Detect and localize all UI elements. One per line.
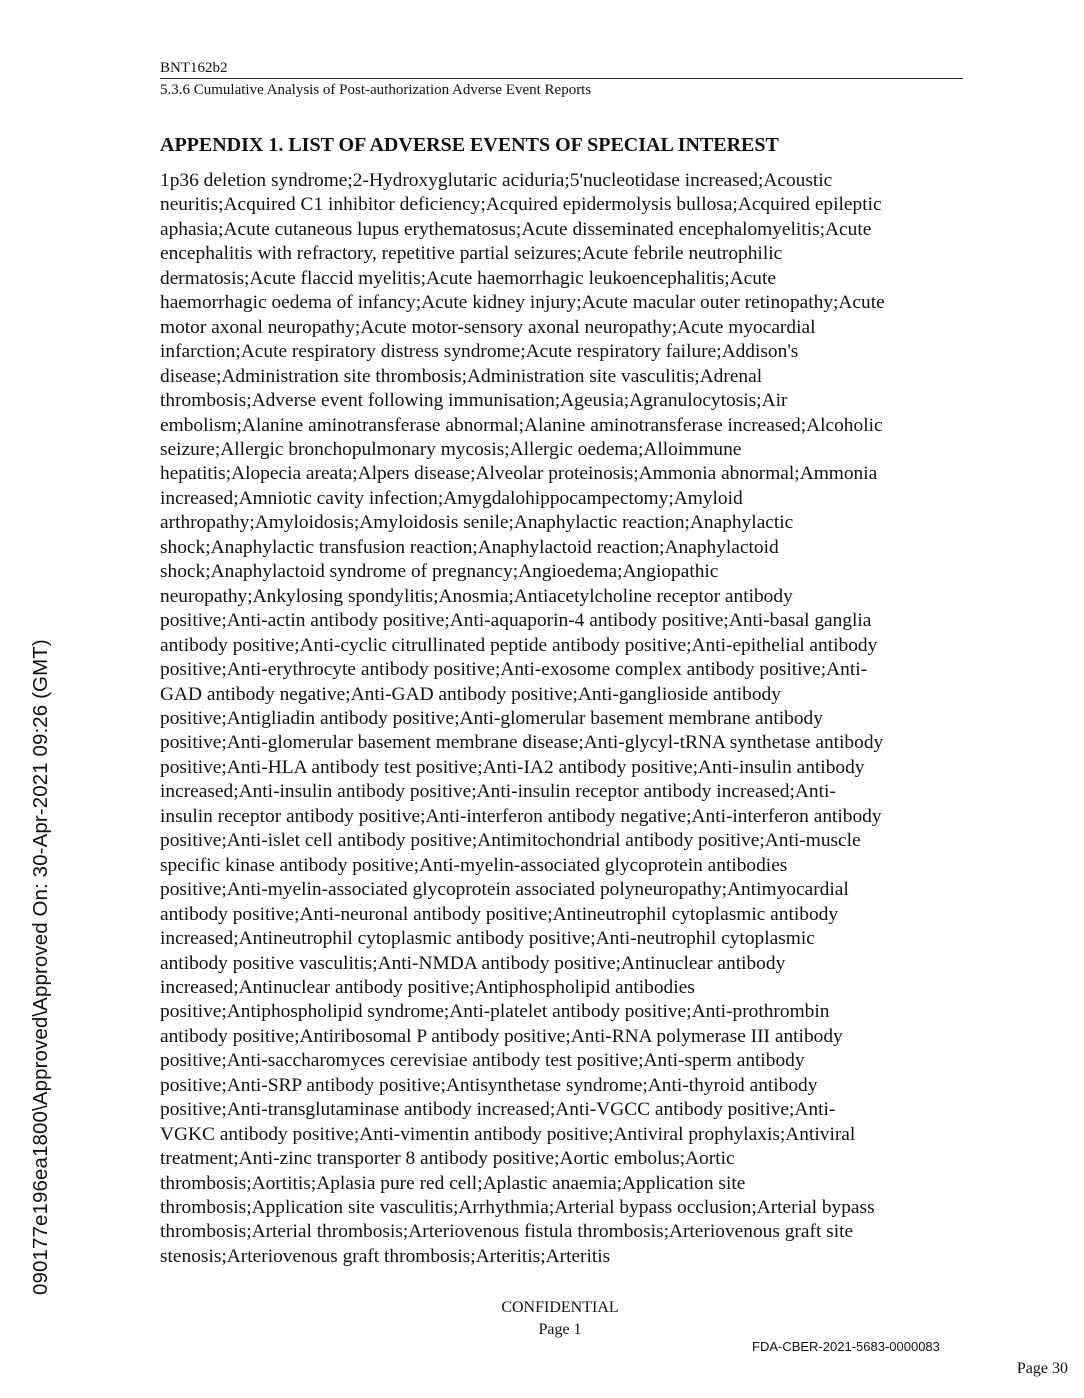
body-line: neuropathy;Ankylosing spondylitis;Anosmia;Antiacetylcholine receptor antibody xyxy=(160,585,793,607)
page-number: Page 30 xyxy=(1016,1360,1068,1377)
body-line: stenosis;Arteriovenous graft thrombosis;Arteritis;Arteritis xyxy=(160,1245,611,1267)
body-line: VGKC antibody positive;Anti-vimentin antibody positive;Antiviral prophylaxis;Antiviral xyxy=(160,1123,856,1145)
body-line: seizure;Allergic bronchopulmonary mycosis;Allergic oedema;Alloimmune xyxy=(160,438,742,460)
body-line: antibody positive;Anti-neuronal antibody positive;Antineutrophil cytoplasmic antibody xyxy=(160,903,839,925)
body-line: increased;Amniotic cavity infection;Amygdalohippocampectomy;Amyloid xyxy=(160,487,743,509)
section-title: 5.3.6 Cumulative Analysis of Post-authorization Adverse Event Reports xyxy=(160,82,592,98)
approval-stamp: 090177e196ea1800\Approved\Approved On: 30-Apr-2021 09:26 (GMT) xyxy=(29,639,52,1295)
body-line: positive;Anti-erythrocyte antibody positive;Anti-exosome complex antibody positive;Anti- xyxy=(160,659,868,681)
body-line: dermatosis;Acute flaccid myelitis;Acute haemorrhagic leukoencephalitis;Acute xyxy=(160,267,776,289)
body-line: thrombosis;Arterial thrombosis;Arteriovenous fistula thrombosis;Arteriovenous graft site xyxy=(160,1221,854,1243)
body-line: positive;Anti-islet cell antibody positive;Antimitochondrial antibody positive;Anti-muscle xyxy=(160,830,861,852)
body-line: thrombosis;Aortitis;Aplasia pure red cell;Aplastic anaemia;Application site xyxy=(160,1172,746,1194)
body-line: arthropathy;Amyloidosis;Amyloidosis senile;Anaphylactic reaction;Anaphylactic xyxy=(160,512,794,534)
body-line: antibody positive vasculitis;Anti-NMDA antibody positive;Antinuclear antibody xyxy=(160,952,786,974)
body-line: antibody positive;Antiribosomal P antibody positive;Anti-RNA polymerase III antibody xyxy=(160,1025,843,1047)
body-line: increased;Antinuclear antibody positive;Antiphospholipid antibodies xyxy=(160,976,695,998)
body-line: increased;Anti-insulin antibody positive;Anti-insulin receptor antibody increased;Anti- xyxy=(160,781,836,803)
body-line: thrombosis;Adverse event following immunisation;Ageusia;Agranulocytosis;Air xyxy=(160,390,788,412)
body-line: positive;Anti-saccharomyces cerevisiae antibody test positive;Anti-sperm antibody xyxy=(160,1050,805,1072)
fda-document-id: FDA-CBER-2021-5683-0000083 xyxy=(752,1339,940,1354)
body-line: 1p36 deletion syndrome;2-Hydroxyglutaric aciduria;5'nucleotidase increased;Acoustic xyxy=(160,170,833,191)
body-line: positive;Anti-glomerular basement membrane disease;Anti-glycyl-tRNA synthetase antibody xyxy=(160,732,884,754)
body-line: GAD antibody negative;Anti-GAD antibody positive;Anti-ganglioside antibody xyxy=(160,683,781,705)
adverse-events-list xyxy=(160,169,966,1269)
body-line: positive;Antiphospholipid syndrome;Anti-platelet antibody positive;Anti-prothrombin xyxy=(160,1001,830,1023)
body-line: aphasia;Acute cutaneous lupus erythematosus;Acute disseminated encephalomyelitis;Acute xyxy=(160,218,872,240)
confidential-label: CONFIDENTIAL xyxy=(501,1299,619,1316)
body-line: motor axonal neuropathy;Acute motor-sensory axonal neuropathy;Acute myocardial xyxy=(160,316,816,338)
body-line: embolism;Alanine aminotransferase abnormal;Alanine aminotransferase increased;Alcoholic xyxy=(160,414,883,436)
body-line: positive;Antigliadin antibody positive;Anti-glomerular basement membrane antibody xyxy=(160,707,823,729)
page-header xyxy=(160,58,963,101)
body-line: shock;Anaphylactoid syndrome of pregnancy;Angioedema;Angiopathic xyxy=(160,561,719,583)
body-line: disease;Administration site thrombosis;Administration site vasculitis;Adrenal xyxy=(160,365,763,387)
appendix-title: APPENDIX 1. LIST OF ADVERSE EVENTS OF SPECIAL INTEREST xyxy=(160,134,779,156)
body-line: positive;Anti-SRP antibody positive;Antisynthetase syndrome;Anti-thyroid antibody xyxy=(160,1074,818,1096)
body-line: hepatitis;Alopecia areata;Alpers disease;Alveolar proteinosis;Ammonia abnormal;Ammonia xyxy=(160,463,878,485)
body-line: insulin receptor antibody positive;Anti-interferon antibody negative;Anti-interferon antibody xyxy=(160,805,882,827)
body-line: increased;Antineutrophil cytoplasmic antibody positive;Anti-neutrophil cytoplasmic xyxy=(160,928,815,950)
body-line: thrombosis;Application site vasculitis;Arrhythmia;Arterial bypass occlusion;Arterial bypass xyxy=(160,1197,875,1219)
product-name: BNT162b2 xyxy=(160,58,963,79)
body-line: antibody positive;Anti-cyclic citrullinated peptide antibody positive;Anti-epithelial antibody xyxy=(160,634,878,656)
body-line: specific kinase antibody positive;Anti-myelin-associated glycoprotein antibodies xyxy=(160,854,788,876)
body-line: encephalitis with refractory, repetitive partial seizures;Acute febrile neutrophilic xyxy=(160,243,783,265)
body-line: positive;Anti-actin antibody positive;Anti-aquaporin-4 antibody positive;Anti-basal ganglia xyxy=(160,610,872,632)
body-line: positive;Anti-transglutaminase antibody increased;Anti-VGCC antibody positive;Anti- xyxy=(160,1099,836,1121)
body-line: treatment;Anti-zinc transporter 8 antibody positive;Aortic embolus;Aortic xyxy=(160,1148,735,1170)
body-line: haemorrhagic oedema of infancy;Acute kidney injury;Acute macular outer retinopathy;Acute xyxy=(160,292,885,314)
body-line: neuritis;Acquired C1 inhibitor deficiency;Acquired epidermolysis bullosa;Acquired epileptic xyxy=(160,194,882,216)
page-label: Page 1 xyxy=(538,1321,582,1338)
body-line: positive;Anti-HLA antibody test positive;Anti-IA2 antibody positive;Anti-insulin antibody xyxy=(160,756,865,778)
body-line: positive;Anti-myelin-associated glycoprotein associated polyneuropathy;Antimyocardial xyxy=(160,879,849,901)
body-line: infarction;Acute respiratory distress syndrome;Acute respiratory failure;Addison's xyxy=(160,341,799,363)
body-line: shock;Anaphylactic transfusion reaction;Anaphylactoid reaction;Anaphylactoid xyxy=(160,536,779,558)
